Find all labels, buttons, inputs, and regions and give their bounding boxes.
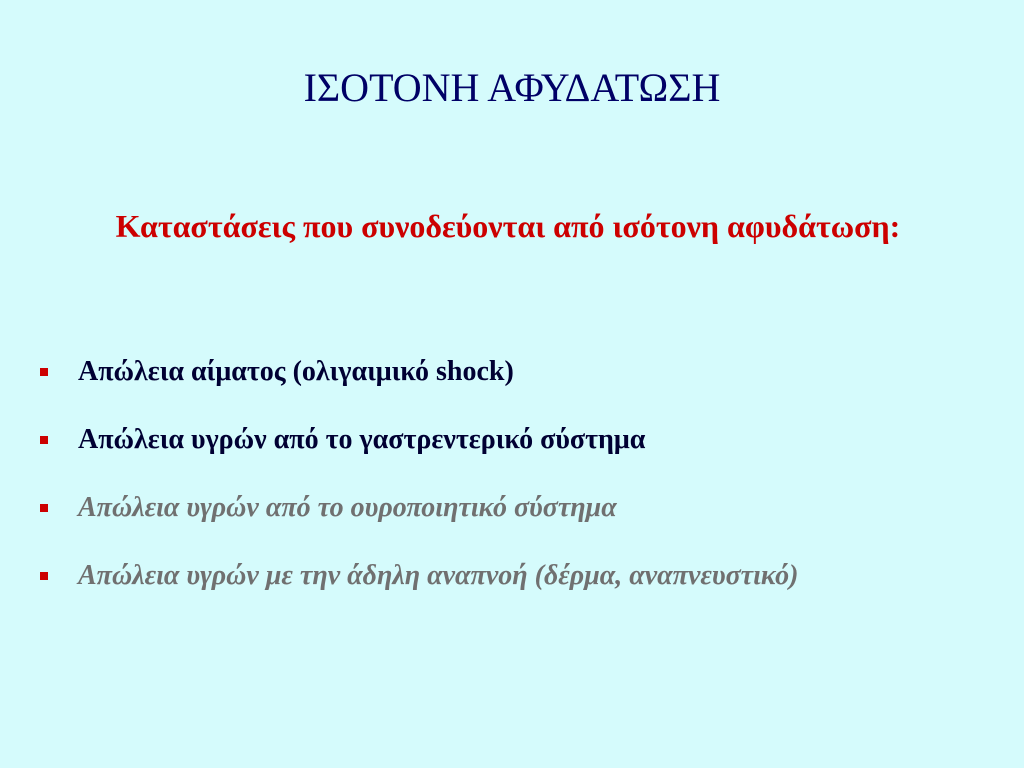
slide-title: ΙΣΟΤΟΝΗ ΑΦΥΔΑΤΩΣΗ bbox=[303, 65, 721, 110]
bullet-item bbox=[0, 352, 1024, 420]
bullet-text: Απώλεια αίματος (ολιγαιμικό shock) bbox=[78, 356, 514, 387]
bullet-item bbox=[0, 488, 1024, 556]
square-bullet-icon bbox=[40, 368, 48, 376]
bullet-text: Απώλεια υγρών από το ουροποιητικό σύστημα bbox=[78, 492, 617, 523]
slide-subtitle: Καταστάσεις που συνοδεύονται από ισότονη αφυδάτωση: bbox=[115, 208, 901, 244]
bullet-item bbox=[0, 420, 1024, 488]
square-bullet-icon bbox=[40, 504, 48, 512]
bullet-text: Απώλεια υγρών με την άδηλη αναπνοή (δέρμα, αναπνευστικό) bbox=[78, 560, 799, 591]
bullet-item bbox=[0, 556, 1024, 624]
square-bullet-icon bbox=[40, 436, 48, 444]
bullet-list bbox=[0, 352, 1024, 624]
square-bullet-icon bbox=[40, 572, 48, 580]
bullet-text: Απώλεια υγρών από το γαστρεντερικό σύστημα bbox=[78, 424, 646, 455]
